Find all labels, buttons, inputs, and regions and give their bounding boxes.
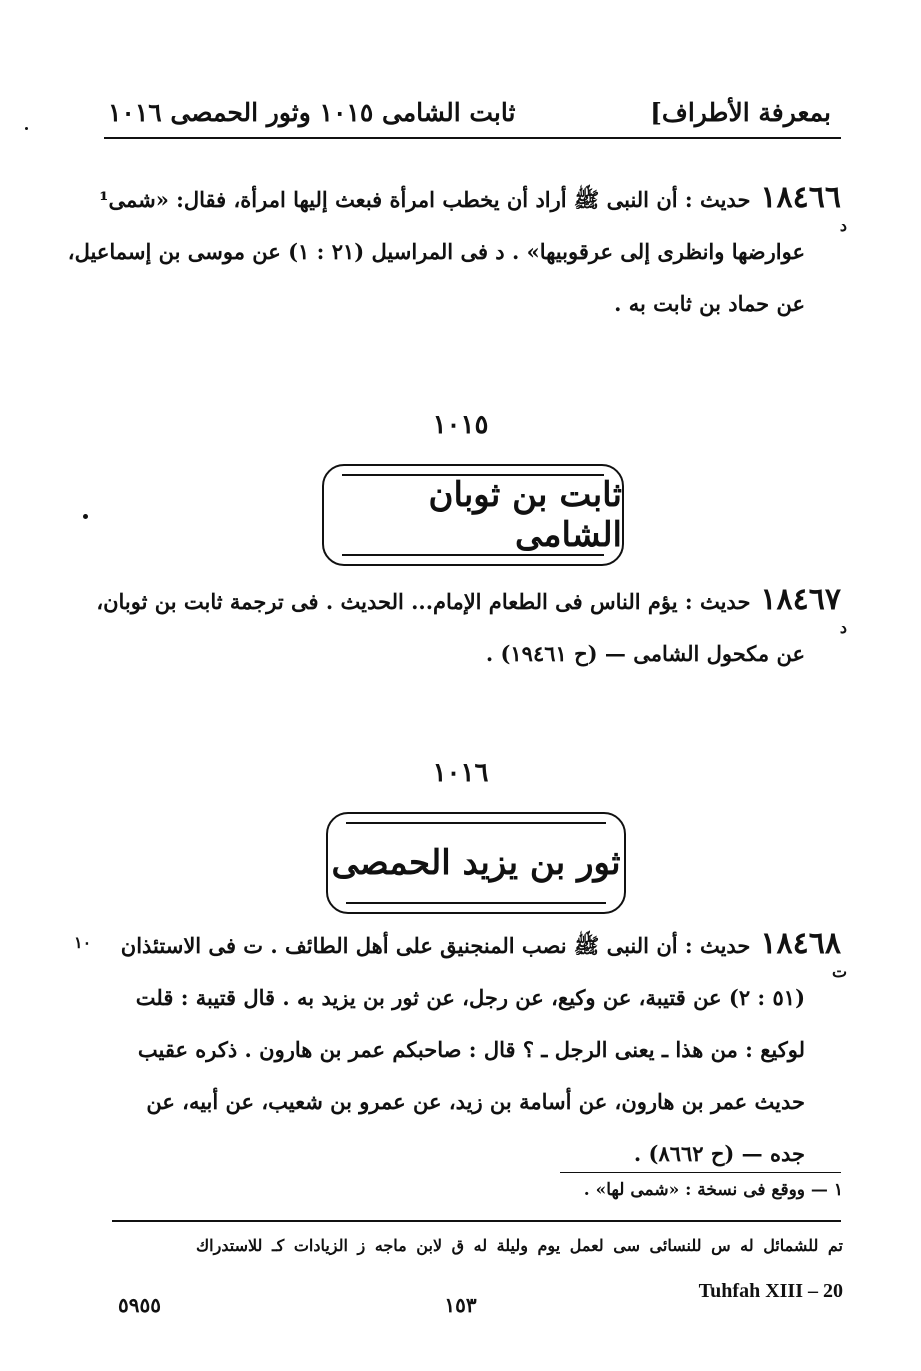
- section-number-1015: ١٠١٥: [432, 410, 489, 440]
- section-title-box-1015: [322, 464, 624, 566]
- hadith-number: ١٨٤٦٧: [760, 582, 841, 617]
- hadith-18466: [67, 172, 847, 330]
- hadith-line-1: حديث : أن النبى ﷺ أراد أن يخطب امرأة فبعث إليها امرأة، فقال: «شمى¹: [99, 187, 751, 212]
- margin-line-number: ١٠: [74, 933, 92, 952]
- hadith-line-2: عن مكحول الشامى — (ح ١٩٤٦١) .: [485, 641, 805, 666]
- header-right-text: بمعرفة الأطراف]: [650, 98, 831, 127]
- section-number-1016: ١٠١٦: [432, 758, 489, 788]
- hadith-18467: [96, 574, 847, 680]
- page-number: ١٥٣: [444, 1293, 477, 1317]
- footer-left-number: ٥٩٥٥: [118, 1293, 161, 1317]
- header-left-text: ثابت الشامى ١٠١٥ وثور الحمصى ١٠١٦: [108, 98, 516, 127]
- hadith-line-2: عوارضها وانظرى إلى عرقوبيها» . د فى المراسيل (٢١ : ١) عن موسى بن إسماعيل،: [67, 239, 805, 264]
- margin-dot: [83, 514, 88, 519]
- abbreviation-legend: تم للشمائل له س للنسائى سى لعمل يوم وليلة له ق لابن ماجه ز الزيادات كـ للاستدراك: [195, 1236, 843, 1255]
- hadith-line-1: حديث : أن النبى ﷺ نصب المنجنيق على أهل الطائف . ت فى الاستئذان: [120, 933, 751, 958]
- section-title-1016: ثور بن يزيد الحمصى: [331, 843, 621, 883]
- hadith-line-3: لوكيع : من هذا ـ يعنى الرجل ـ ؟ قال : صاحبكم عمر بن هارون . ذكره عقيب: [137, 1037, 805, 1062]
- footnote-rule: [560, 1172, 841, 1173]
- section-title-1015: ثابت بن ثوبان الشامى: [428, 475, 622, 555]
- source-code: ت: [831, 962, 847, 981]
- volume-label: Tuhfah XIII – 20: [698, 1280, 843, 1302]
- footnote: ١ — ووقع فى نسخة : «شمى لها» .: [583, 1180, 843, 1200]
- source-code: د: [839, 618, 847, 637]
- margin-dot: [25, 127, 28, 130]
- hadith-line-5: جده — (ح ٨٦٦٢) .: [633, 1141, 805, 1166]
- source-code: د: [839, 216, 847, 235]
- hadith-number: ١٨٤٦٦: [760, 180, 841, 215]
- hadith-line-3: عن حماد بن ثابت به .: [614, 291, 805, 316]
- hadith-18468: [111, 918, 847, 1180]
- hadith-line-1: حديث : يؤم الناس فى الطعام الإمام... الحديث . فى ترجمة ثابت بن ثوبان،: [96, 589, 751, 614]
- hadith-number: ١٨٤٦٨: [760, 926, 841, 961]
- section-title-box-1016: [326, 812, 626, 914]
- header-rule: [104, 137, 841, 139]
- legend-rule: [112, 1220, 841, 1222]
- hadith-line-4: حديث عمر بن هارون، عن أسامة بن زيد، عن عمرو بن شعيب، عن أبيه، عن: [146, 1089, 805, 1114]
- hadith-line-2: (٥١ : ٢) عن قتيبة، عن وكيع، عن رجل، عن ثور بن يزيد به . قال قتيبة : قلت: [135, 985, 805, 1010]
